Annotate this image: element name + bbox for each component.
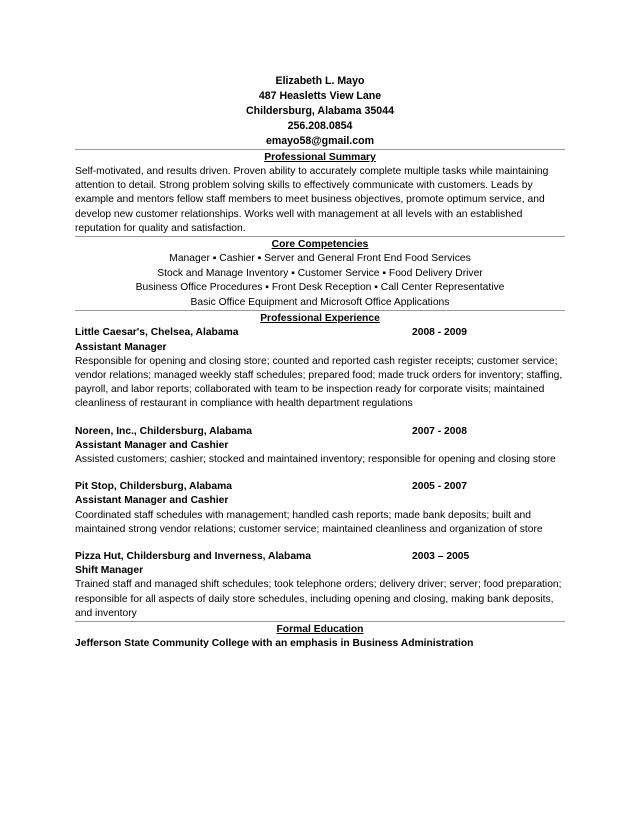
competency-line: Business Office Procedures ▪ Front Desk Reception ▪ Call Center Representative — [135, 282, 505, 294]
email-address: emayo58@gmail.com — [265, 135, 375, 147]
competency-line: Manager ▪ Cashier ▪ Server and General Front End Food Services — [169, 253, 471, 265]
job-entry — [75, 425, 565, 468]
job-entry — [75, 550, 565, 621]
job-description: Coordinated staff schedules with management; handled cash reports; made bank deposits; built and maintained strong vendor relations; customer service; maintained cleanliness and organization of store — [75, 509, 543, 535]
candidate-name: Elizabeth L. Mayo — [275, 75, 365, 87]
contact-header — [75, 74, 565, 149]
job-dates: 2007 - 2008 — [412, 425, 467, 437]
job-position: Assistant Manager and Cashier — [75, 495, 229, 507]
education-text: Jefferson State Community College with an emphasis in Business Administration — [75, 638, 474, 650]
summary-heading: Professional Summary — [75, 149, 565, 165]
phone-number: 256.208.0854 — [287, 120, 353, 132]
summary-text: Self-motivated, and results driven. Proven ability to accurately complete multiple tasks while maintaining attention to detail. Strong problem solving skills to effectively communicate with customers. Leads by example and mentors fellow staff members to meet business objectives, promote optimum service, and develop new customer relationships. Works well with management at all levels with an established reputation for quality and satisfaction. — [75, 166, 549, 234]
job-description: Trained staff and managed shift schedules; took telephone orders; delivery driver; server; food preparation; responsible for all aspects of daily store schedules, including opening and closing, making bank deposits, and inventory — [75, 579, 562, 619]
competency-line: Stock and Manage Inventory ▪ Customer Service ▪ Food Delivery Driver — [157, 267, 483, 279]
job-entry — [75, 326, 565, 411]
job-header — [75, 425, 565, 439]
job-dates: 2005 - 2007 — [412, 481, 467, 493]
job-dates: 2008 - 2009 — [412, 327, 467, 339]
job-position: Assistant Manager and Cashier — [75, 439, 229, 451]
job-employer: Pizza Hut, Childersburg and Inverness, Alabama — [75, 551, 311, 563]
job-entry — [75, 480, 565, 537]
street-address: 487 Heasletts View Lane — [258, 90, 382, 102]
resume-content — [75, 74, 565, 651]
job-employer: Noreen, Inc., Childersburg, Alabama — [75, 425, 252, 437]
job-header — [75, 480, 565, 494]
job-position: Assistant Manager — [75, 341, 167, 353]
job-employer: Pit Stop, Childersburg, Alabama — [75, 481, 232, 493]
experience-heading: Professional Experience — [75, 310, 565, 326]
competencies-heading: Core Competencies — [75, 236, 565, 252]
job-description: Responsible for opening and closing store; counted and reported cash register receipts; customer service; vendor relations; managed weekly staff schedules; prepared food; made truck orders for inventory; staffing, payroll, and labor reports; collaborated with team to be inspection ready for corporate visits; maintained cleanliness of restaurant in compliance with health department regulations — [75, 355, 563, 410]
job-dates: 2003 – 2005 — [412, 551, 470, 563]
city-state-zip: Childersburg, Alabama 35044 — [246, 105, 394, 117]
job-description: Assisted customers; cashier; stocked and maintained inventory; responsible for opening and closing store — [75, 454, 556, 466]
job-header — [75, 550, 565, 564]
job-position: Shift Manager — [75, 565, 144, 577]
job-employer: Little Caesar's, Chelsea, Alabama — [75, 327, 239, 339]
competency-line: Basic Office Equipment and Microsoft Office Applications — [190, 296, 450, 308]
job-header — [75, 326, 565, 340]
education-heading: Formal Education — [75, 621, 565, 637]
